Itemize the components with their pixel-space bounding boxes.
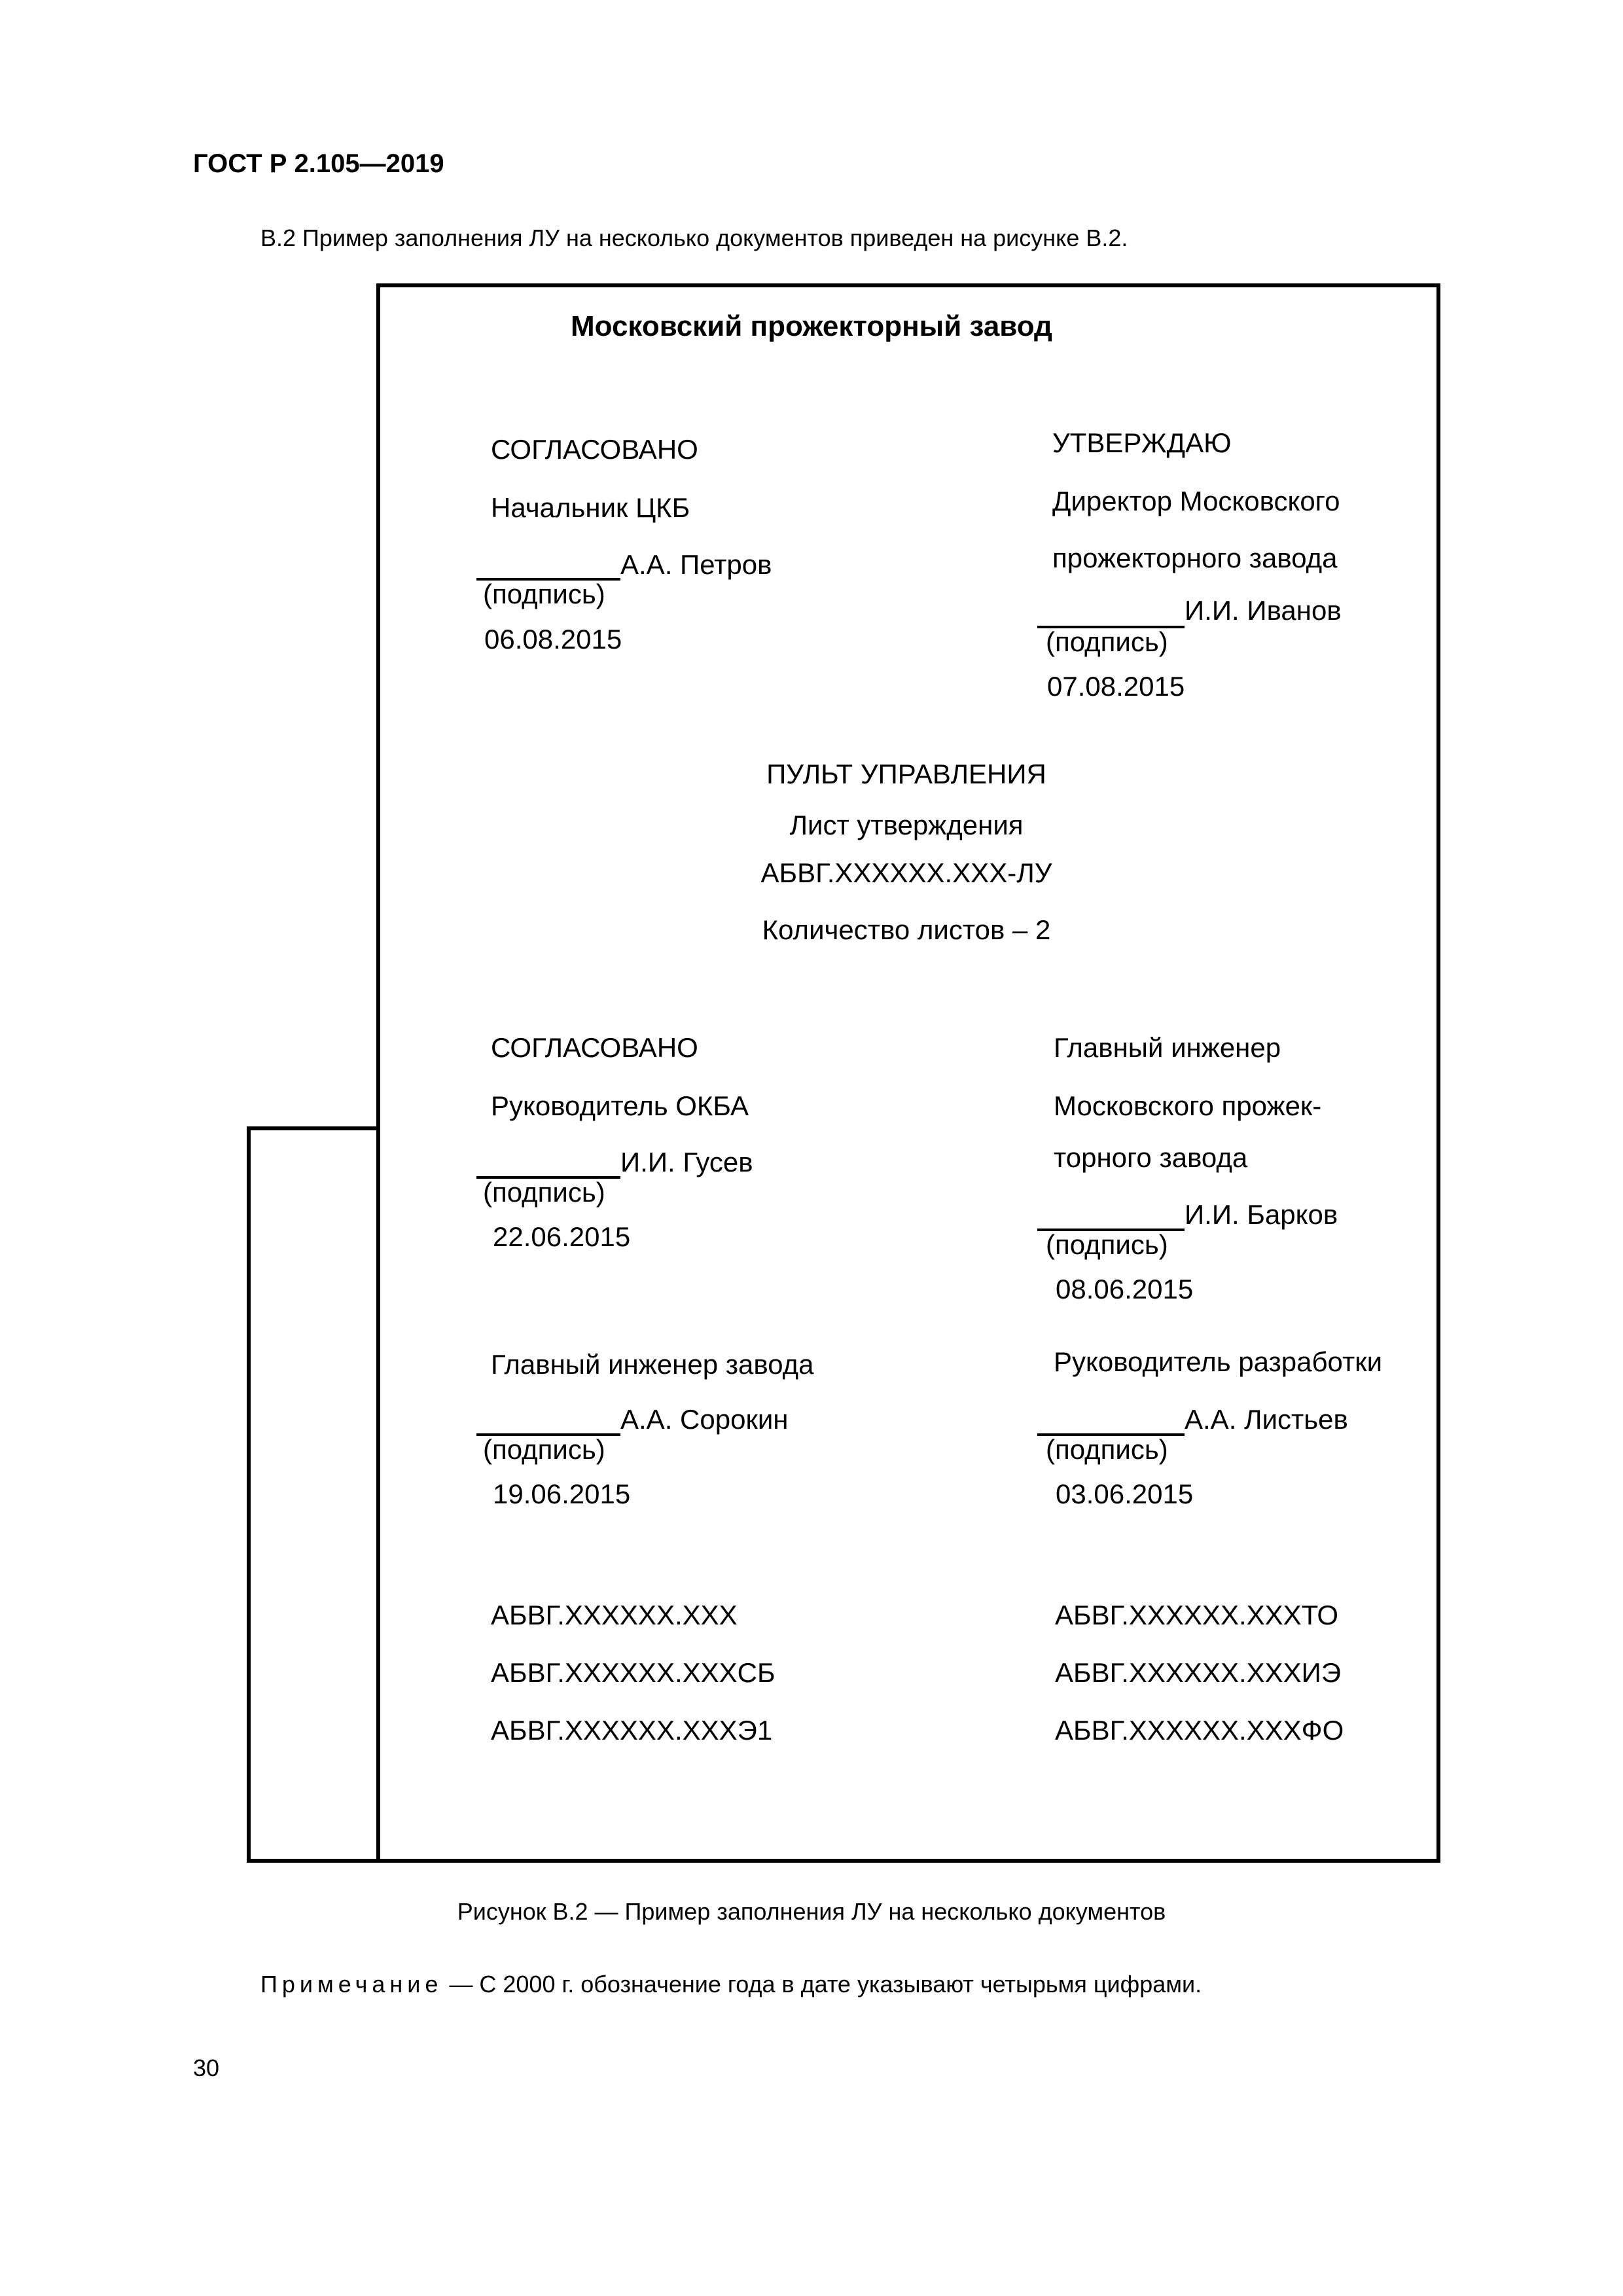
document-header: ГОСТ Р 2.105—2019 (193, 149, 444, 178)
note-label: Примечание (260, 1971, 443, 1998)
plant-engineer-name: А.А. Сорокин (620, 1404, 789, 1435)
agreed-top-sign-label: (подпись) (483, 579, 605, 609)
approve-name: И.И. Иванов (1185, 595, 1342, 626)
plant-engineer-position: Главный инженер завода (491, 1349, 814, 1380)
document-subtitle: Лист утверждения (789, 810, 1024, 840)
agreed-bottom-heading: СОГЛАСОВАНО (491, 1032, 698, 1063)
company-name: Московский прожекторный завод (571, 310, 1052, 342)
agreed-bottom-sign-label: (подпись) (483, 1177, 605, 1208)
code-left-3: АБВГ.XXXXXX.XXXЭ1 (491, 1715, 773, 1746)
approve-sign-label: (подпись) (1046, 626, 1168, 657)
agreed-bottom-position: Руководитель ОКБА (491, 1090, 749, 1121)
side-margin-frame (247, 1126, 380, 1863)
agreed-top-heading: СОГЛАСОВАНО (491, 434, 698, 465)
approve-heading: УТВЕРЖДАЮ (1052, 427, 1232, 458)
code-left-1: АБВГ.XXXXXX.XXX (491, 1600, 738, 1630)
page-number: 30 (193, 2054, 220, 2081)
dev-lead-date: 03.06.2015 (1056, 1479, 1194, 1509)
dev-lead-sign-label: (подпись) (1046, 1434, 1168, 1465)
code-right-2: АБВГ.XXXXXX.XXXИЭ (1055, 1657, 1342, 1688)
note-text: — С 2000 г. обозначение года в дате указывают четырьмя цифрами. (442, 1971, 1202, 1998)
chief-engineer-position-line1: Главный инженер (1054, 1032, 1281, 1063)
dev-lead-name: А.А. Листьев (1185, 1404, 1348, 1435)
code-right-3: АБВГ.XXXXXX.XXXФО (1055, 1715, 1344, 1746)
chief-engineer-sign-label: (подпись) (1046, 1229, 1168, 1260)
agreed-bottom-name: И.И. Гусев (620, 1147, 753, 1177)
code-left-2: АБВГ.XXXXXX.XXXСБ (491, 1657, 776, 1688)
agreed-top-position: Начальник ЦКБ (491, 492, 690, 523)
agreed-top-name: А.А. Петров (620, 549, 772, 580)
agreed-top-date: 06.08.2015 (484, 624, 622, 655)
document-code: АБВГ.XXXXXX.XXX-ЛУ (760, 857, 1052, 888)
chief-engineer-position-line3: торного завода (1054, 1142, 1248, 1173)
figure-caption: Рисунок В.2 — Пример заполнения ЛУ на несколько документов (457, 1898, 1166, 1925)
plant-engineer-date: 19.06.2015 (493, 1479, 631, 1509)
agreed-bottom-date: 22.06.2015 (493, 1221, 631, 1252)
dev-lead-position: Руководитель разработки (1054, 1346, 1383, 1377)
approve-position-line2: прожекторного завода (1052, 543, 1338, 573)
chief-engineer-position-line2: Московского прожек- (1054, 1090, 1322, 1121)
document-title: ПУЛЬТ УПРАВЛЕНИЯ (766, 759, 1046, 789)
approve-position-line1: Директор Московского (1052, 486, 1340, 516)
plant-engineer-sign-label: (подпись) (483, 1434, 605, 1465)
chief-engineer-date: 08.06.2015 (1056, 1274, 1194, 1304)
note (260, 1973, 1202, 1996)
code-right-1: АБВГ.XXXXXX.XXXТО (1055, 1600, 1339, 1630)
chief-engineer-name: И.И. Барков (1185, 1199, 1338, 1230)
sheet-count: Количество листов – 2 (762, 914, 1051, 945)
approve-date: 07.08.2015 (1047, 671, 1185, 702)
intro-paragraph: В.2 Пример заполнения ЛУ на несколько документов приведен на рисунке В.2. (260, 224, 1128, 251)
